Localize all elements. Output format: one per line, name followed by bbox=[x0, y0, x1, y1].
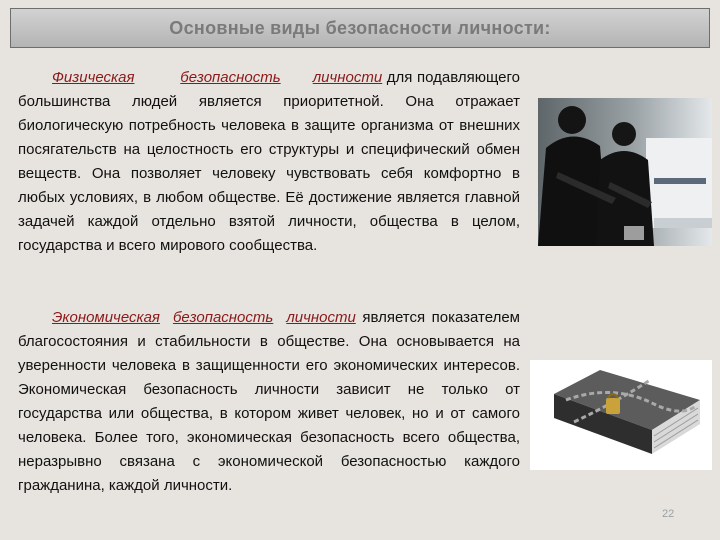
economic-term: Экономическая bbox=[52, 309, 160, 326]
physical-term: Физическая bbox=[52, 69, 135, 86]
personality-term-2: личности bbox=[286, 309, 356, 326]
chained-book-photo bbox=[530, 360, 712, 470]
personality-term: личности bbox=[312, 69, 383, 86]
security-term-2: безопасность bbox=[172, 309, 274, 326]
security-term: безопасность bbox=[180, 69, 281, 86]
title-bar bbox=[10, 8, 710, 48]
physical-security-paragraph bbox=[18, 66, 520, 258]
economic-security-paragraph bbox=[18, 306, 520, 498]
slide-title: Основные виды безопасности личности: bbox=[169, 17, 551, 38]
economic-security-text: является показателем благосостояния и стабильности в обществе. Она основывается на уверенности человека в защищенности его экономических интересов. Экономическая безопасность личности зависит не только от государства или общества, в котором живет человек, но и от самого человека. Более того, экономическая безопасность всего общества, неразрывно связана с экономической безопасностью каждого гражданина, каждой личности. bbox=[18, 309, 520, 494]
guards-photo bbox=[538, 98, 712, 246]
physical-security-text: для подавляющего большинства людей является приоритетной. Она отражает биологическую потребность человека в защите организма от внешних посягательств на целостность его структуры и специфический обмен веществ. Она позволяет человеку чувствовать себя комфортно в любых условиях, в любом обществе. Её достижение является главной задачей каждой отдельно взятой личности, общества в целом, государства и всего мирового сообщества. bbox=[18, 69, 520, 254]
page-number: 22 bbox=[662, 508, 675, 520]
